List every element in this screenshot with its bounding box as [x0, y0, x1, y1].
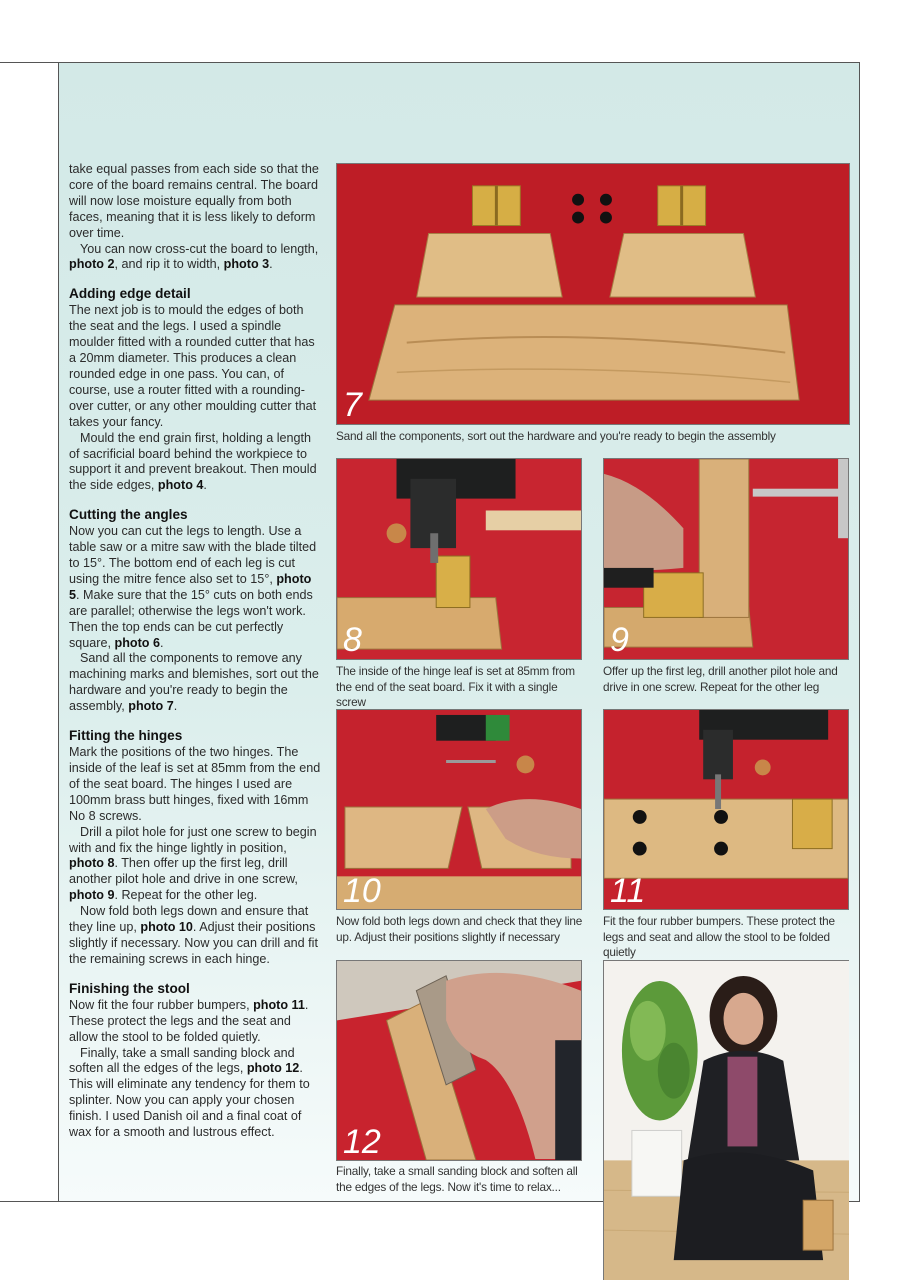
paragraph: take equal passes from each side so that the core of the board remains central. The board will now lose moisture equally from both faces, meaning that it is less likely to deform over time.: [69, 162, 319, 240]
photo-number: 8: [343, 621, 362, 659]
photo-number: 9: [610, 621, 629, 659]
paragraph: Now fold both legs down and ensure that they line up, photo 10. Adjust their positions slightly if necessary. Now you can drill and fit the remaining screws in each hinge.: [69, 904, 318, 966]
photo-caption: Finally, take a small sanding block and soften all the edges of the legs. Now it's time to relax...: [336, 1164, 578, 1194]
paragraph: You can now cross-cut the board to length, photo 2, and rip it to width, photo 3.: [69, 241, 319, 272]
photo-number: 7: [343, 386, 362, 424]
photo-number: 12: [343, 1123, 381, 1161]
paragraph: Mould the end grain first, holding a length of sacrificial board behind the workpiece to support it and prevent breakout. Then mould the side edges, photo 4.: [69, 430, 317, 493]
paragraph: Now fit the four rubber bumpers, photo 11. These protect the legs and the seat and allow the stool to be folded quietly.: [69, 997, 309, 1044]
photo-number: 11: [610, 872, 646, 910]
photo-caption: Fit the four rubber bumpers. These protect the legs and seat and allow the stool to be folded quietly: [603, 914, 835, 960]
section-heading: Fitting the hinges: [69, 728, 183, 744]
photo-caption: Offer up the first leg, drill another pilot hole and drive in one screw. Repeat for the other leg: [603, 664, 838, 694]
section-heading: Cutting the angles: [69, 507, 188, 523]
paragraph: Now you can cut the legs to length. Use a table saw or a mitre saw with the blade tilted to 15°. The bottom end of each leg is cut using the mitre fence also set to 15°, photo 5. Make sure that the 15° cuts on both ends are parallel; otherwise the legs won't work. Then the top ends can be cut perfectly square, photo 6.: [69, 524, 317, 650]
paragraph: The next job is to mould the edges of both the seat and the legs. I used a spindle moulder fitted with a rounded cutter that has a 20mm diameter. This produces a clean rounded edge in one pass. You can, of course, use a router fitted with a rounding-over cutter, or any other moulding cutter that takes your fancy.: [69, 303, 317, 429]
paragraph: Mark the positions of the two hinges. The inside of the leaf is set at 85mm from the end of the seat board. The hinges I used are 100mm brass butt hinges, fixed with 16mm No 8 screws.: [69, 745, 321, 823]
section-heading: Adding edge detail: [69, 286, 191, 302]
photo-8: [336, 458, 582, 660]
photo-caption: The inside of the hinge leaf is set at 85mm from the end of the seat board. Fix it with a single screw: [336, 664, 575, 710]
photo-12: [336, 960, 582, 1161]
photo-number: 10: [343, 872, 381, 910]
photo-caption: Sand all the components, sort out the hardware and you're ready to begin the assembly: [336, 429, 776, 443]
paragraph: Finally, take a small sanding block and soften all the edges of the legs, photo 12. This will eliminate any tendency for them to splinter. Now you can apply your chosen finish. I used Danish oil and a final coat of wax for a smooth and lustrous effect.: [69, 1045, 310, 1140]
photo-woman-kneeling-on-stool: [603, 960, 849, 1280]
photo-11: [603, 709, 849, 910]
photo-7: [336, 163, 850, 425]
photo-10: [336, 709, 582, 910]
section-heading: Finishing the stool: [69, 980, 190, 996]
paragraph: Drill a pilot hole for just one screw to begin with and fix the hinge lightly in position, photo 8. Then offer up the first leg, drill another pilot hole and drive in one screw, photo 9. Repeat for the other leg.: [69, 824, 317, 903]
photo-9: [603, 458, 849, 660]
paragraph: Sand all the components to remove any machining marks and blemishes, sort out the hardware and you're ready to begin the assembly, photo 7.: [69, 651, 319, 714]
photo-caption: Now fold both legs down and check that they line up. Adjust their positions slightly if necessary: [336, 914, 583, 944]
page-rule-top: [0, 62, 59, 63]
article-text: [69, 162, 321, 1141]
